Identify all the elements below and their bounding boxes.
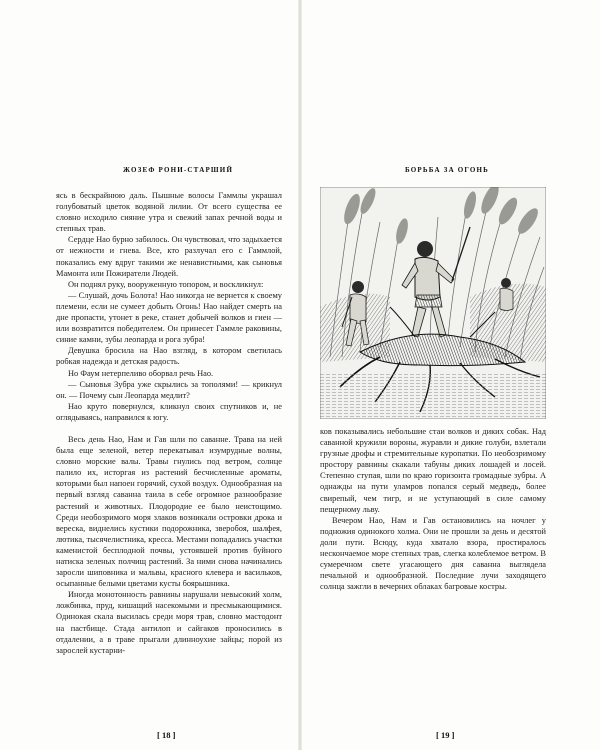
paragraph: — Слушай, дочь Болота! Нао никогда не вернется к своему племени, если не сумеет добыть Огонь! Нао найдет смерть на дне пропасти, утонет в реке, станет добычей волков и гиен — или возвратится победителем. Он принесет Гаммле раковины, синие камни, зубы леопарда и рога зубра! xyxy=(56,290,282,345)
paragraph: ков показывались небольшие стаи волков и диких собак. Над саванной кружили вороны, журавли и дикие голуби, взлетали грузные дрофы и стремительные куропатки. По необозримому простору равнины скакали табуны диких лошадей и лосей. Степенно ступая, шли по краю горизонта громадные зубры. А однажды на пути уламров попался серый медведь, более свирепый, чем тигр, и не уступающий в силе самому пещерному льву. xyxy=(320,427,546,514)
paragraph: Девушка бросила на Нао взгляд, в котором светилась робкая надежда и детская радость. xyxy=(56,346,282,367)
page-number-right: [ 19 ] xyxy=(436,730,455,740)
paragraph: Вечером Нао, Нам и Гав остановились на ночлег у подножия одинокого холма. Они не прошли за день и десятой доли пути. Всюду, куда хватало взора, простиралось нескончаемое море степных трав, слегка колеблемое ветром. В сумеречном свете угасающего дня саванна выглядела печальной и однообразной. Последние лучи заходящего солнца зажгли в вечерних облаках багровые костры. xyxy=(320,515,546,592)
right-page xyxy=(300,0,600,750)
engraving-illustration xyxy=(320,187,546,419)
paragraph: Весь день Нао, Нам и Гав шли по саванне. Трава на ней была еще зеленой, ветер перекатывал изумрудные волны, словно морские валы. Травы гнулись под ветром, солнце палило их, истоpгая из растений бесчисленные ароматы, которыми был напоен горячий, сухой воздух. Однообразная на первый взгляд саванна таила в себе огромное разнообразие растений и животных. Плодородие ее было неистощимо. Среди необозримого моря злаков возникали островки дрока и вереска, виднелись кустики подорожника, зверобоя, шалфея, лютика, тысячелистника, кресса. Местами попадались участки каменистой бесплодной почвы, устоявшей против буйного натиска зеленых полчищ растений. За ними снова начинались заросли шиповника и мальвы, красного клевера и васильков, осыпанные белыми цветами кусты боярышника. xyxy=(56,434,282,589)
running-head-author: ЖОЗЕФ РОНИ-СТАРШИЙ xyxy=(123,166,234,174)
right-page-text xyxy=(320,426,546,592)
paragraph: ясь в бескрайнюю даль. Пышные волосы Гаммлы украшал голубоватый цветок водяной лилии. От всего существа ее словно исходило сияние утра и свежий запах речной воды и степных трав. xyxy=(56,191,282,234)
paragraph: Нао круто повернулся, кликнул своих спутников и, не оглядываясь, направился к югу. xyxy=(56,401,282,422)
paragraph: Иногда монотонность равнины нарушали невысокий холм, ложбинка, пруд, кишащий насекомыми и пресмыкающимися. Одинокая скала высилась среди моря трав, словно мастодонт на пастбище. Стада антилоп и сайгаков проносились в отдалении, а в траве прыгали длинноухие зайцы; порой из зарослей кустарни- xyxy=(56,590,282,655)
water-surface xyxy=(320,372,546,419)
paragraph: Он поднял руку, вооруженную топором, и воскликнул: xyxy=(68,279,264,289)
hunters-in-reeds-image xyxy=(320,187,546,419)
page-number-left: [ 18 ] xyxy=(157,730,176,740)
paragraph: — Сыновья Зубра уже скрылись за тополями! — крикнул он. — Почему сын Леопарда медлит? xyxy=(56,379,282,400)
left-page-text xyxy=(56,190,282,656)
paragraph: Сердце Нао бурно забилось. Он чувствовал, что задыхается от нежности и гнева. Все, кто разлучал его с Гаммлой, показались ему вдруг такими же ненавистными, как сыновья Мамонта или Пожиратели Людей. xyxy=(56,235,282,278)
paragraph: Но Фаум нетерпеливо оборвал речь Нао. xyxy=(68,368,214,378)
running-head-title: БОРЬБА ЗА ОГОНЬ xyxy=(405,166,490,174)
